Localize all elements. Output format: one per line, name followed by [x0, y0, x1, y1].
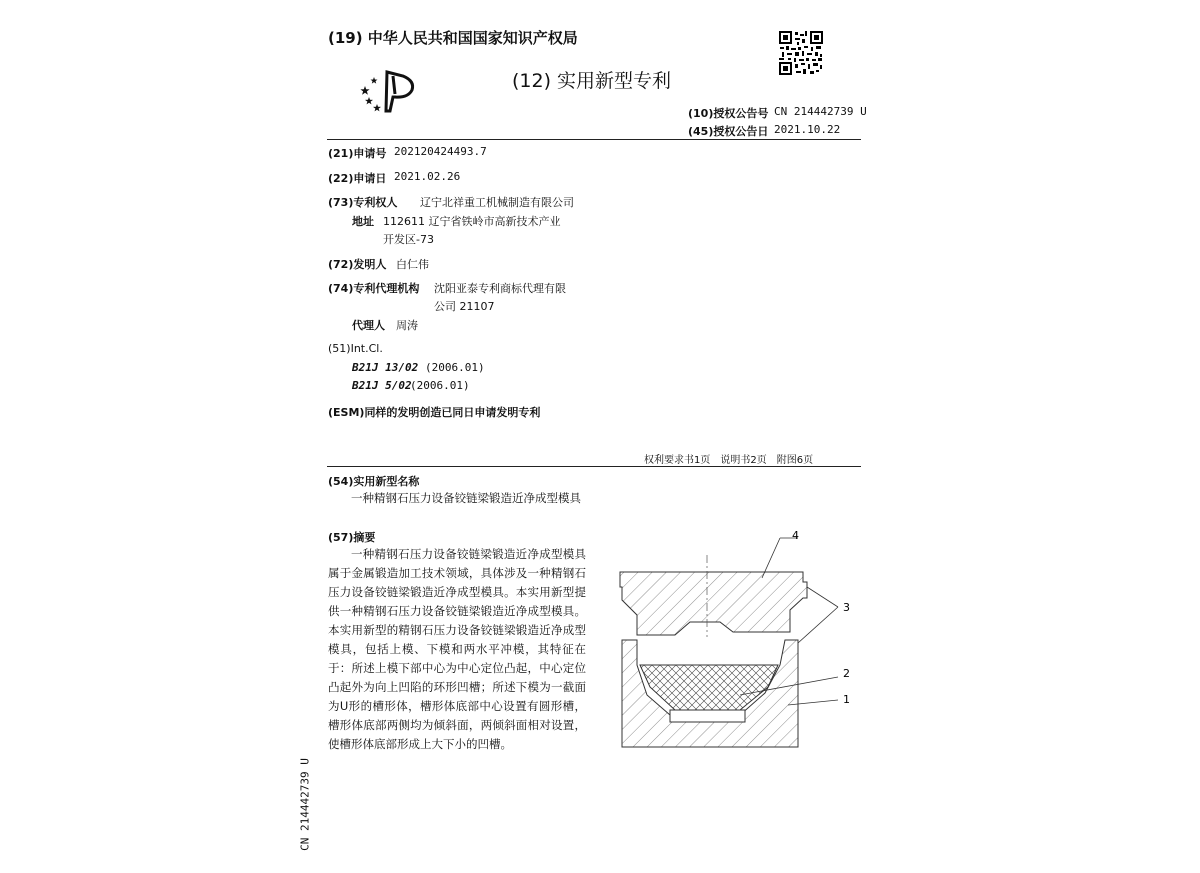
label-2: 2: [843, 667, 850, 680]
intcl-label: (51)Int.Cl.: [328, 342, 383, 355]
patentee: 辽宁北祥重工机械制造有限公司: [420, 196, 574, 209]
label-4: 4: [792, 529, 799, 542]
label-1: 1: [843, 693, 850, 706]
utility-model-title: 一种精钢石压力设备铰链梁锻造近净成型模具: [351, 491, 581, 505]
pub-number: CN 214442739 U: [774, 105, 867, 118]
mold-drawing: [600, 525, 870, 755]
ipc-version-2: (2006.01): [410, 379, 470, 392]
esm-note: (ESM)同样的发明创造已同日申请发明专利: [328, 406, 541, 419]
office-name: (19) 中华人民共和国国家知识产权局: [328, 29, 578, 47]
label-3: 3: [843, 601, 850, 614]
app-date-label: (22)申请日: [328, 172, 387, 185]
agent-label: 代理人: [352, 319, 385, 332]
address-label: 地址: [352, 215, 374, 228]
qr-code-icon: [778, 30, 824, 76]
document-type: (12) 实用新型专利: [512, 70, 672, 92]
ipc-code-2: B21J 5/02: [352, 379, 412, 392]
upper-die: [620, 555, 807, 637]
pub-date: 2021.10.22: [774, 123, 841, 136]
inventor-label: (72)发明人: [328, 258, 387, 271]
agency-line-1: 沈阳亚泰专利商标代理有限: [434, 282, 566, 295]
pub-date-label: (45)授权公告日: [688, 125, 769, 138]
side-pub-number: CN 214442739 U: [298, 758, 312, 851]
header-divider: [327, 139, 861, 140]
agency-label: (74)专利代理机构: [328, 282, 420, 295]
title-label: (54)实用新型名称: [328, 475, 420, 488]
page-counts: 权利要求书1页 说明书2页 附图6页: [644, 455, 814, 466]
address-line-2: 开发区-73: [383, 233, 434, 246]
app-no-label: (21)申请号: [328, 147, 387, 160]
inventor: 白仁伟: [396, 258, 429, 271]
pub-number-label: (10)授权公告号: [688, 107, 769, 120]
patentee-label: (73)专利权人: [328, 196, 398, 209]
ipc-code-1: B21J 13/02: [352, 361, 419, 374]
app-no: 202120424493.7: [394, 145, 487, 158]
abstract-text: 一种精钢石压力设备铰链梁锻造近净成型模具属于金属锻造加工技术领域，具体涉及一种精钢石压力设备铰链梁锻造近净成型模具。本实用新型提供一种精钢石压力设备铰链梁锻造近净成型模具。本实用新型的精钢石压力设备铰链梁锻造近净成型模具，包括上模、下模和两水平冲模，其特征在于：所述上模下部中心为中心定位凸起，中心定位凸起外为向上凹陷的环形凹槽；所述下模为一截面为U形的槽形体，槽形体底部中心设置有圆形槽，槽形体底部两侧均为倾斜面，两倾斜面相对设置，使槽形体底部形成上大下小的凹槽。: [328, 547, 586, 751]
section-divider: [327, 466, 861, 467]
app-date: 2021.02.26: [394, 170, 461, 183]
agency-line-2: 公司 21107: [434, 300, 495, 313]
agent: 周涛: [396, 319, 418, 332]
address-line-1: 112611 辽宁省铁岭市高新技术产业: [383, 215, 561, 228]
cnipa-logo-icon: [357, 66, 423, 116]
abstract-label: (57)摘要: [328, 531, 376, 544]
ipc-version-1: (2006.01): [425, 361, 485, 374]
